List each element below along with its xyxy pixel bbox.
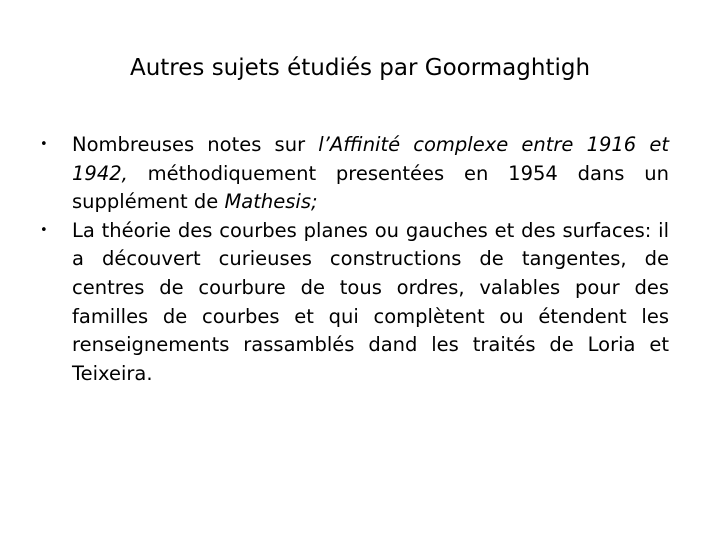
bullet-item-curves	[40, 217, 669, 389]
journal-name: Mathesis;	[224, 190, 318, 214]
bullet-list	[40, 131, 669, 388]
bullet-text: Nombreuses notes sur	[72, 133, 319, 156]
bullet-marker: •	[40, 222, 48, 238]
bullet-marker: •	[40, 137, 48, 152]
bullet-text: méthodiquement presentées en 1954 dans un supplément de	[72, 161, 669, 214]
bullet-text: La théorie des courbes planes ou gauches et des surfaces: il a découvert curieuses constructions de tangentes, de centres de courbure de tous ordres, valables pour des familles de courbes et qui complètent ou étendent les renseignements rassamblés dand les traités de Loria et Teixeira.	[72, 218, 669, 385]
slide-title: Autres sujets étudiés par Goormaghtigh	[129, 55, 591, 81]
bullet-text-italic: l’Affinité complexe entre 1916 et 1942,	[72, 133, 670, 185]
bullet-item-notes	[40, 131, 669, 217]
